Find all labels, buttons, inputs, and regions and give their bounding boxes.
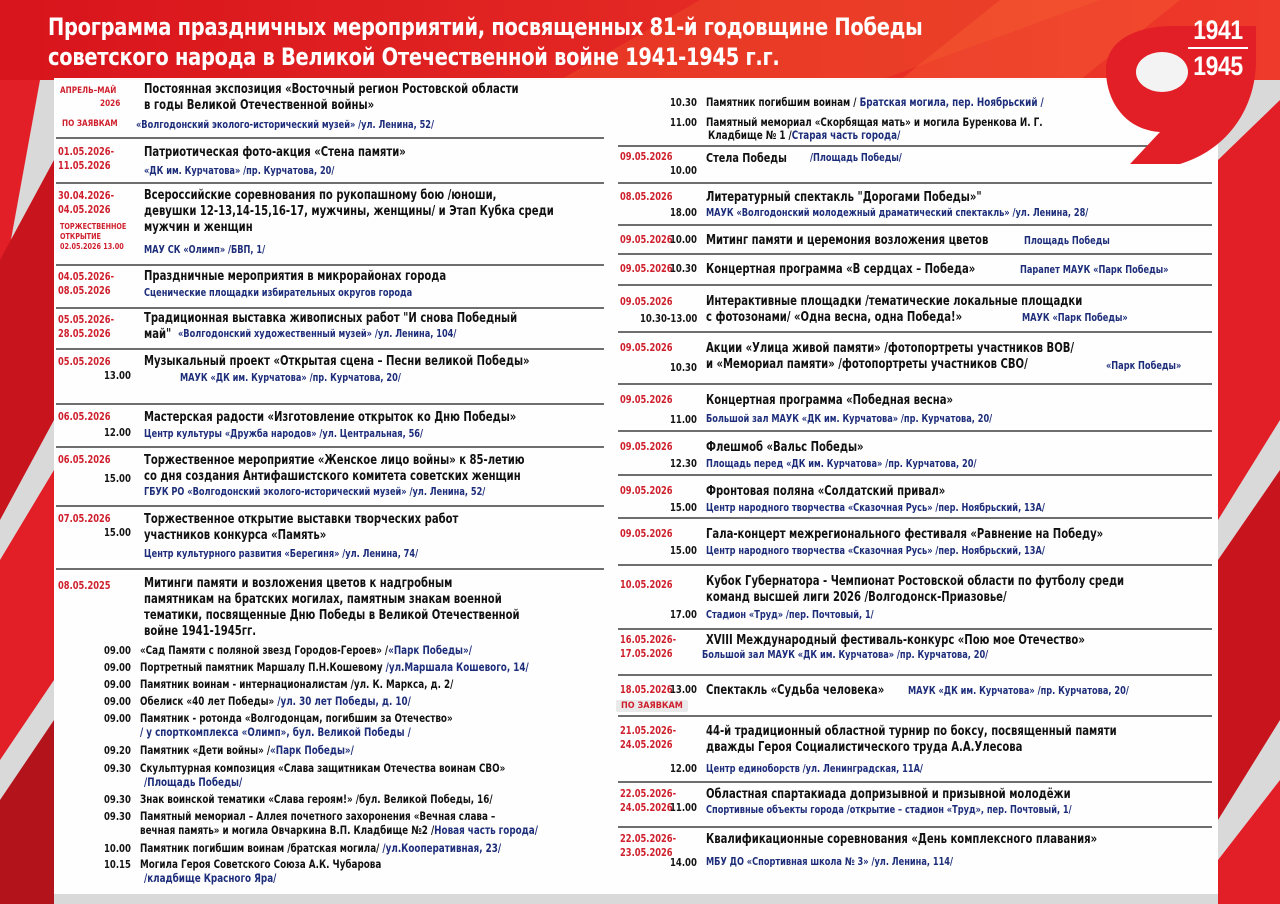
memorial-name: Памятный мемориал – Аллея почетного захоронения «Вечная слава – bbox=[140, 809, 496, 823]
left-column bbox=[54, 78, 610, 894]
event-item bbox=[616, 255, 1218, 285]
event-item bbox=[616, 286, 1218, 334]
event-item bbox=[616, 783, 1218, 827]
event-time: 12.00 bbox=[670, 763, 697, 775]
event-title: Фронтовая поляна «Солдатский привал» bbox=[706, 484, 946, 499]
event-item bbox=[54, 266, 610, 306]
event-time: 18.00 bbox=[670, 207, 697, 219]
event-time: 10.30 bbox=[670, 263, 697, 275]
event-time: 15.00 bbox=[670, 545, 697, 557]
memorial-time: 09.00 bbox=[104, 645, 131, 657]
event-date: 30.04.2026- bbox=[58, 190, 115, 202]
memorial-name: Знак воинской тематики «Слава героям!» /бул. Великой Победы, 16/ bbox=[140, 792, 493, 806]
event-place: /Площадь Победы/ bbox=[810, 152, 902, 164]
event-item bbox=[616, 566, 1218, 628]
memorial-place: Братская могила, пер. Ноябрьский / bbox=[859, 95, 1044, 109]
divider bbox=[56, 137, 604, 139]
event-date: 07.05.2026 bbox=[58, 513, 111, 525]
memorial-time: 11.00 bbox=[670, 117, 697, 129]
event-place: МАУК «Волгодонский молодежный драматический спектакль» /ул. Ленина, 28/ bbox=[706, 207, 1089, 219]
event-note: 02.05.2026 13.00 bbox=[60, 242, 124, 251]
event-title: Митинги памяти и возложения цветов к надгробным bbox=[144, 576, 453, 591]
event-item bbox=[54, 184, 610, 268]
page-title bbox=[48, 12, 966, 72]
event-date: 09.05.2026 bbox=[620, 528, 673, 540]
event-item bbox=[616, 385, 1218, 431]
event-time: 15.00 bbox=[670, 502, 697, 514]
event-date: 11.05.2026 bbox=[58, 160, 111, 172]
event-note: ТОРЖЕСТВЕННОЕ bbox=[60, 222, 127, 231]
event-place: ГБУК РО «Волгодонский эколого-исторический музей» /ул. Ленина, 52/ bbox=[144, 486, 486, 498]
memorial-name: Памятник «Дети войны» / bbox=[140, 743, 271, 757]
event-time: 17.00 bbox=[670, 609, 697, 621]
memorial-time: 09.30 bbox=[104, 811, 131, 823]
event-place: «ДК им. Курчатова» /пр. Курчатова, 20/ bbox=[144, 165, 335, 177]
event-title: Литературный спектакль "Дорогами Победы»" bbox=[706, 190, 982, 205]
event-title: Флешмоб «Вальс Победы» bbox=[706, 440, 864, 455]
event-date: 05.05.2026- bbox=[58, 314, 115, 326]
memorial-place: /кладбище Красного Яра/ bbox=[144, 871, 277, 885]
memorial-name: Обелиск «40 лет Победы» bbox=[140, 694, 278, 708]
memorial-place: Старая часть города/ bbox=[791, 128, 901, 142]
event-time: 15.00 bbox=[104, 527, 131, 539]
memorial-name: Скульптурная композиция «Слава защитникам Отечества воинам СВО» bbox=[140, 761, 506, 775]
years-badge bbox=[1184, 16, 1252, 80]
event-time: 12.30 bbox=[670, 458, 697, 470]
memorial-name: Памятник погибшим воинам /братская могила/ bbox=[140, 841, 383, 855]
memorial-name: вечная память» и могила Овчаркина В.П. Кладбище №2 / bbox=[140, 823, 435, 837]
event-time: 15.00 bbox=[104, 473, 131, 485]
event-title: XVIII Международный фестиваль-конкурс «Пою мое Отечество» bbox=[706, 633, 1085, 648]
event-time: 10.00 bbox=[670, 234, 697, 246]
event-title: Концертная программа «Победная весна» bbox=[706, 393, 953, 408]
memorial-place: «Парк Победы»/ bbox=[388, 643, 472, 657]
event-date: 16.05.2026- bbox=[620, 634, 677, 646]
event-place: «Парк Победы» bbox=[1106, 360, 1182, 372]
event-date: АПРЕЛЬ–МАЙ bbox=[60, 86, 117, 96]
memorial-name: Памятный мемориал «Скорбящая мать» и могила Буренкова И. Г. bbox=[706, 115, 1043, 129]
event-date: 22.05.2026- bbox=[620, 833, 677, 845]
event-time: 13.00 bbox=[104, 370, 131, 382]
year-divider bbox=[1188, 47, 1248, 49]
event-title: Традиционная выставка живописных работ "И снова Победный bbox=[144, 311, 518, 326]
program-panel bbox=[54, 78, 1218, 894]
event-time: 13.00 bbox=[670, 684, 697, 696]
event-item bbox=[616, 717, 1218, 781]
memorial-time: 09.00 bbox=[104, 662, 131, 674]
event-place: Большой зал МАУК «ДК им. Курчатова» /пр. Курчатова, 20/ bbox=[706, 413, 993, 425]
big-nine-glyph: 9 bbox=[1096, 20, 1097, 21]
event-title: Квалификационные соревнования «День комплексного плавания» bbox=[706, 832, 1098, 847]
right-column bbox=[616, 78, 1218, 894]
memorial-name: Кладбище № 1 / bbox=[708, 128, 792, 142]
event-title: девушки 12-13,14-15,16-17, мужчины, женщины/ и Этап Кубка среди bbox=[144, 204, 554, 219]
memorial-time: 10.00 bbox=[104, 843, 131, 855]
event-date: 09.05.2026 bbox=[620, 441, 673, 453]
memorial-time: 09.30 bbox=[104, 763, 131, 775]
memorial-place: / у спорткомплекса «Олимп», бул. Великой Победы / bbox=[140, 725, 411, 739]
event-title: Патриотическая фото-акция «Стена памяти» bbox=[144, 145, 406, 160]
event-title: Стела Победы bbox=[706, 150, 787, 165]
event-title: с фотозонами/ «Одна весна, одна Победа!» bbox=[706, 310, 963, 325]
event-title: Концертная программа «В сердцах – Победа» bbox=[706, 262, 976, 277]
event-date: 24.05.2026 bbox=[620, 739, 673, 751]
event-time: 11.00 bbox=[670, 802, 697, 814]
event-date: 09.05.2026 bbox=[620, 485, 673, 497]
event-place: МАУК «Парк Победы» bbox=[1022, 312, 1128, 324]
event-item bbox=[54, 78, 610, 134]
event-title: Митинг памяти и церемония возложения цветов bbox=[706, 233, 989, 248]
event-title: войне 1941-1945гг. bbox=[144, 624, 257, 639]
event-date: 06.05.2026 bbox=[58, 411, 111, 423]
event-date: 10.05.2026 bbox=[620, 579, 673, 591]
event-date: 09.05.2026 bbox=[620, 394, 673, 406]
memorial-time: 09.00 bbox=[104, 713, 131, 725]
event-date: 04.05.2026- bbox=[58, 271, 115, 283]
memorial-place: Новая часть города/ bbox=[434, 823, 538, 837]
event-time: 12.00 bbox=[104, 427, 131, 439]
event-title: в годы Великой Отечественной войны» bbox=[144, 98, 375, 113]
event-item bbox=[54, 309, 610, 349]
event-item bbox=[616, 226, 1218, 254]
title-line-1: Программа праздничных мероприятий, посвященных 81-й годовщине Победы bbox=[48, 13, 923, 41]
event-place: Центр народного творчества «Сказочная Русь» /пер. Ноябрьский, 13А/ bbox=[706, 502, 1045, 514]
event-date: 2026 bbox=[100, 99, 121, 109]
event-title: Спектакль «Судьба человека» bbox=[706, 683, 885, 698]
event-place: Центр культуры «Дружба народов» /ул. Центральная, 56/ bbox=[144, 428, 424, 440]
event-date: 04.05.2026 bbox=[58, 204, 111, 216]
event-place: Центр культурного развития «Берегиня» /ул. Ленина, 74/ bbox=[144, 548, 419, 560]
memorial-name: Памятник - ротонда «Волгодонцам, погибшим за Отечество» bbox=[140, 711, 453, 725]
event-place: МАУ СК «Олимп» /БВП, 1/ bbox=[144, 244, 266, 256]
event-item bbox=[616, 476, 1218, 518]
title-line-2: советского народа в Великой Отечественной войне 1941-1945 г.г. bbox=[48, 43, 780, 71]
event-item bbox=[54, 405, 610, 449]
event-item bbox=[54, 507, 610, 569]
event-title: команд высшей лиги 2026 /Волгодонск-Приазовье/ bbox=[706, 590, 1007, 605]
memorial-name: Памятник погибшим воинам / bbox=[706, 95, 860, 109]
event-place: Площадь перед «ДК им. Курчатова» /пр. Курчатова, 20/ bbox=[706, 458, 977, 470]
event-item bbox=[616, 676, 1218, 716]
memorial-place: /ул.Маршала Кошевого, 14/ bbox=[385, 660, 529, 674]
event-title: мужчин и женщин bbox=[144, 220, 253, 235]
event-date: 08.05.2026 bbox=[58, 285, 111, 297]
event-time: 14.00 bbox=[670, 857, 697, 869]
event-title: участников конкурса «Память» bbox=[144, 528, 327, 543]
event-item bbox=[616, 333, 1218, 383]
event-place: МБУ ДО «Спортивная школа № 3» /ул. Ленина, 114/ bbox=[706, 856, 954, 868]
event-time: 11.00 bbox=[670, 414, 697, 426]
event-date: 17.05.2026 bbox=[620, 648, 673, 660]
year-from: 1941 bbox=[1193, 15, 1243, 45]
event-date: 01.05.2026- bbox=[58, 146, 115, 158]
event-title: Постоянная экспозиция «Восточный регион Ростовской области bbox=[144, 82, 519, 97]
memorial-name: «Сад Памяти с поляной звезд Городов-Героев» / bbox=[140, 643, 389, 657]
event-item bbox=[616, 432, 1218, 474]
event-time: 10.30-13.00 bbox=[640, 313, 698, 325]
event-date: 05.05.2026 bbox=[58, 356, 111, 368]
memorial-name: Памятник воинам - интернационалистам /ул. К. Маркса, д. 2/ bbox=[140, 677, 454, 691]
event-place: Стадион «Труд» /пер. Почтовый, 1/ bbox=[706, 609, 874, 621]
event-title: Торжественное мероприятие «Женское лицо войны» к 85-летию bbox=[144, 453, 525, 468]
event-item bbox=[54, 570, 610, 894]
event-title: Мастерская радости «Изготовление открыток ко Дню Победы» bbox=[144, 410, 517, 425]
event-note: ПО ЗАЯВКАМ bbox=[62, 119, 118, 129]
event-place: «Волгодонский эколого-исторический музей» /ул. Ленина, 52/ bbox=[136, 119, 435, 131]
memorial-time: 10.30 bbox=[670, 97, 697, 109]
event-item bbox=[616, 519, 1218, 565]
event-note: ОТКРЫТИЕ bbox=[60, 232, 101, 241]
event-date: 09.05.2026 bbox=[620, 151, 673, 163]
event-place: Сценические площадки избирательных округов города bbox=[144, 287, 413, 299]
event-item bbox=[616, 184, 1218, 228]
event-place: Парапет МАУК «Парк Победы» bbox=[1020, 264, 1169, 276]
event-date: 24.05.2026 bbox=[620, 802, 673, 814]
event-title: Интерактивные площадки /тематические локальные площадки bbox=[706, 294, 1083, 309]
event-place: Центр народного творчества «Сказочная Русь» /пер. Ноябрьский, 13А/ bbox=[706, 545, 1045, 557]
memorial-time: 10.15 bbox=[104, 859, 131, 871]
event-title: май" bbox=[144, 327, 172, 342]
event-date: 08.05.2026 bbox=[620, 191, 673, 203]
event-item bbox=[54, 350, 610, 406]
event-title: 44-й традиционный областной турнир по боксу, посвященный памяти bbox=[706, 724, 1117, 739]
event-place: Площадь Победы bbox=[1024, 235, 1110, 247]
event-title: Торжественное открытие выставки творческих работ bbox=[144, 512, 459, 527]
event-date: 28.05.2026 bbox=[58, 328, 111, 340]
event-date: 18.05.2026 bbox=[620, 684, 673, 696]
event-item bbox=[54, 140, 610, 180]
event-title: Областная спартакиада допризывной и призывной молодёжи bbox=[706, 787, 1071, 802]
year-to: 1945 bbox=[1193, 51, 1243, 81]
event-title: и «Мемориал памяти» /фотопортреты участников СВО/ bbox=[706, 357, 1028, 372]
event-place: МАУК «ДК им. Курчатова» /пр. Курчатова, 20/ bbox=[908, 685, 1129, 697]
event-title: дважды Героя Социалистического труда А.А.Улесова bbox=[706, 740, 1023, 755]
event-title: Музыкальный проект «Открытая сцена – Песни великой Победы» bbox=[144, 354, 530, 369]
event-place: МАУК «ДК им. Курчатова» /пр. Курчатова, 20/ bbox=[180, 372, 401, 384]
event-title: Праздничные мероприятия в микрорайонах города bbox=[144, 269, 447, 284]
event-title: тематики, посвященные Дню Победы в Великой Отечественной bbox=[144, 608, 520, 623]
event-place: Большой зал МАУК «ДК им. Курчатова» /пр. Курчатова, 20/ bbox=[702, 649, 989, 661]
memorial-time: 09.00 bbox=[104, 679, 131, 691]
memorial-place: /ул.Кооперативная, 23/ bbox=[382, 841, 502, 855]
event-date: 22.05.2026- bbox=[620, 788, 677, 800]
event-item bbox=[616, 828, 1218, 888]
event-time: 10.00 bbox=[670, 165, 697, 177]
memorial-name: Могила Героя Советского Союза А.К. Чубарова bbox=[140, 857, 382, 871]
memorial-place: /ул. 30 лет Победы, д. 10/ bbox=[277, 694, 411, 708]
event-item bbox=[54, 448, 610, 506]
event-place: Спортивные объекты города /открытие – стадион «Труд», пер. Почтовый, 1/ bbox=[706, 804, 1072, 816]
event-date: 21.05.2026- bbox=[620, 725, 677, 737]
memorial-time: 09.20 bbox=[104, 745, 131, 757]
event-title: со дня создания Антифашистского комитета советских женщин bbox=[144, 469, 521, 484]
event-date: 09.05.2026 bbox=[620, 296, 673, 308]
memorial-time: 09.00 bbox=[104, 696, 131, 708]
event-place: Центр единоборств /ул. Ленинградская, 11А/ bbox=[706, 763, 923, 775]
event-date: 09.05.2026 bbox=[620, 263, 673, 275]
event-item bbox=[616, 630, 1218, 676]
memorial-place: «Парк Победы»/ bbox=[270, 743, 354, 757]
memorial-time: 09.30 bbox=[104, 794, 131, 806]
event-date: 06.05.2026 bbox=[58, 454, 111, 466]
event-title: Кубок Губернатора - Чемпионат Ростовской области по футболу среди bbox=[706, 574, 1125, 589]
event-date: 09.05.2026 bbox=[620, 234, 673, 246]
by-request-badge: ПО ЗАЯВКАМ bbox=[616, 700, 688, 712]
event-date: 23.05.2026 bbox=[620, 847, 673, 859]
event-date: 09.05.2026 bbox=[620, 342, 673, 354]
memorial-name: Портретный памятник Маршалу П.Н.Кошевому bbox=[140, 660, 386, 674]
event-title: Акции «Улица живой памяти» /фотопортреты участников ВОВ/ bbox=[706, 341, 1075, 356]
event-title: памятникам на братских могилах, памятным знакам военной bbox=[144, 592, 502, 607]
event-time: 10.30 bbox=[670, 362, 697, 374]
event-title: Всероссийские соревнования по рукопашному бою /юноши, bbox=[144, 188, 497, 203]
event-place: «Волгодонский художественный музей» /ул. Ленина, 104/ bbox=[178, 328, 457, 340]
event-date: 08.05.2025 bbox=[58, 580, 111, 592]
event-title: Гала-концерт межрегионального фестиваля «Равнение на Победу» bbox=[706, 527, 1104, 542]
memorial-place: /Площадь Победы/ bbox=[144, 775, 243, 789]
